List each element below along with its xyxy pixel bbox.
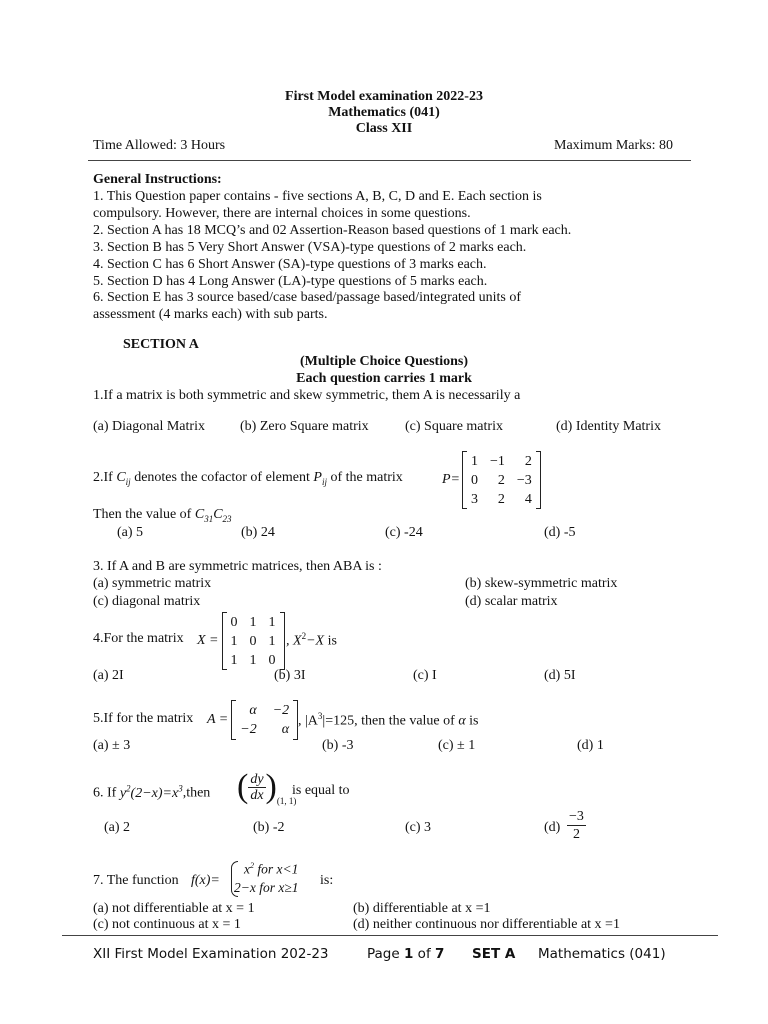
- q4-matrix-lhs: X =: [197, 633, 219, 648]
- matrix-cell: α: [249, 703, 257, 718]
- q6-text-c: is equal to: [292, 783, 350, 798]
- question-5-text: 5.If for the matrix: [93, 711, 194, 726]
- matrix-cell: 0: [249, 633, 257, 649]
- footer-divider: [62, 935, 718, 936]
- q5-option-b: (b) -3: [322, 738, 354, 753]
- matrix-cell: 0: [471, 472, 478, 488]
- matrix-cell: −2: [240, 722, 257, 737]
- matrix-cell: −2: [272, 703, 290, 718]
- q3-option-a: (a) symmetric matrix: [93, 576, 212, 591]
- q6-fraction: $\frac{dy}{dx}$: [250, 771, 264, 803]
- q6-option-d-fraction: $\frac{-3}{2}$: [569, 809, 584, 842]
- q3-option-d: (d) scalar matrix: [465, 594, 558, 609]
- matrix-cell: 1: [230, 633, 238, 649]
- header-divider: [88, 160, 691, 161]
- matrix-cell: 1: [249, 652, 257, 668]
- q5-expression: , $|A^3|=125$, then the value of α is: [298, 711, 479, 729]
- instruction-line: 5. Section D has 4 Long Answer (LA)-type questions of 5 marks each.: [93, 273, 488, 289]
- q1-option-a: (a) Diagonal Matrix: [93, 419, 205, 434]
- q2-matrix-cells: [467, 452, 536, 509]
- class-title: Class XII: [355, 121, 413, 136]
- time-allowed: Time Allowed: 3 Hours: [93, 138, 226, 153]
- matrix-cell: 2: [524, 453, 532, 469]
- section-title: SECTION A: [123, 337, 199, 352]
- q6-eval-point: (1, 1): [276, 796, 297, 806]
- right-bracket: [536, 451, 541, 509]
- q4-matrix: [197, 612, 285, 670]
- q4-expression: , $X^2-X$ is: [286, 631, 337, 649]
- q7-function-lhs: f(x)=: [191, 873, 220, 888]
- q7-text-b: is:: [320, 873, 334, 888]
- q2-then-text: Then the value of $C_{31}C_{23}$: [93, 507, 232, 524]
- subject-title: Mathematics (041): [328, 105, 440, 120]
- matrix-cell: 4: [524, 491, 532, 507]
- question-3-text: 3. If A and B are symmetric matrices, then ABA is :: [93, 559, 382, 574]
- matrix-cell: 0: [268, 652, 276, 668]
- matrix-cell: 3: [471, 491, 478, 507]
- q7-option-c: (c) not continuous at x = 1: [93, 917, 241, 932]
- section-marks-note: Each question carries 1 mark: [296, 371, 472, 386]
- question-4-text: 4.For the matrix: [93, 631, 184, 646]
- instructions-title: General Instructions:: [93, 172, 222, 187]
- q2-option-a: (a) 5: [117, 525, 144, 540]
- instruction-line: 4. Section C has 6 Short Answer (SA)-type questions of 3 marks each.: [93, 256, 487, 272]
- q7-option-d: (d) neither continuous nor differentiable at x =1: [353, 917, 620, 932]
- q1-option-d: (d) Identity Matrix: [556, 419, 661, 434]
- q2-option-d: (d) -5: [544, 525, 576, 540]
- q2-element-symbol: $P_{ij}$: [313, 470, 327, 487]
- q6-option-c: (c) 3: [405, 820, 432, 835]
- matrix-cell: 1: [249, 614, 257, 630]
- matrix-cell: 0: [230, 614, 238, 630]
- q7-case-1: $x^2$ for x<1: [244, 861, 299, 877]
- q4-option-c: (c) I: [413, 668, 437, 683]
- instruction-line: assessment (4 marks each) with sub parts.: [93, 307, 328, 323]
- q2-text-b: denotes the cofactor of element: [134, 470, 310, 485]
- instruction-line: 3. Section B has 5 Very Short Answer (VSA)-type questions of 2 marks each.: [93, 239, 527, 255]
- q6-derivative: ( $\frac{dy}{dx}$ ) (1, 1): [237, 768, 297, 806]
- question-7-text: 7. The function: [93, 873, 179, 888]
- instruction-line: compulsory. However, there are internal choices in some questions.: [93, 205, 471, 221]
- q1-option-c: (c) Square matrix: [405, 419, 503, 434]
- instruction-line: 2. Section A has 18 MCQ’s and 02 Assertion-Reason based questions of 1 mark each.: [93, 222, 572, 238]
- q5-matrix: [207, 700, 298, 740]
- matrix-cell: 2: [497, 472, 505, 488]
- q6-option-a: (a) 2: [104, 820, 131, 835]
- q6-equation: $y^2(2-x)=x^3$: [119, 783, 183, 801]
- question-1-text: 1.If a matrix is both symmetric and skew symmetric, them A is necessarily a: [93, 388, 521, 403]
- q7-option-a: (a) not differentiable at x = 1: [93, 901, 255, 916]
- matrix-cell: 1: [230, 652, 238, 668]
- footer-page: Page 1 of 7: [367, 946, 445, 962]
- footer-set: SET A: [472, 946, 516, 962]
- matrix-cell: −1: [490, 453, 505, 469]
- section-subtitle: (Multiple Choice Questions): [300, 354, 468, 369]
- matrix-cell: −3: [516, 472, 532, 488]
- matrix-cell: α: [281, 722, 290, 737]
- instruction-line: 1. This Question paper contains - five sections A, B, C, D and E. Each section is: [93, 189, 542, 204]
- question-2-text: [93, 470, 403, 487]
- matrix-cell: 1: [471, 453, 478, 469]
- q4-option-b: (b) 3I: [274, 668, 306, 683]
- q2-text-a: 2.If: [93, 470, 113, 485]
- q5-option-c: (c) ± 1: [438, 738, 476, 753]
- q2-text-c: of the matrix: [330, 470, 403, 485]
- instruction-line: 6. Section E has 3 source based/case based/passage based/integrated units of: [93, 290, 522, 306]
- footer-exam: XII First Model Examination 202-23: [93, 946, 329, 962]
- instructions-list: [93, 189, 571, 324]
- q4-option-a: (a) 2I: [93, 668, 124, 683]
- q6-option-b: (b) -2: [253, 820, 285, 835]
- exam-title: First Model examination 2022-23: [285, 89, 483, 104]
- q2-matrix-lhs: P=: [442, 472, 460, 487]
- question-6-text: 6. If $y^2(2-x)=x^3,then$: [93, 783, 211, 801]
- q1-option-b: (b) Zero Square matrix: [240, 419, 369, 434]
- maximum-marks: Maximum Marks: 80: [554, 138, 673, 153]
- q5-matrix-cells: [236, 701, 293, 739]
- matrix-cell: 2: [497, 491, 505, 507]
- q2-matrix: [442, 451, 541, 509]
- q7-option-b: (b) differentiable at x =1: [353, 901, 491, 916]
- q5-matrix-lhs: A =: [207, 712, 229, 727]
- q3-option-b: (b) skew-symmetric matrix: [465, 576, 618, 591]
- q2-cofactor-symbol: $C_{ij}$: [116, 470, 131, 487]
- q4-option-d: (d) 5I: [544, 668, 576, 683]
- q5-option-a: (a) ± 3: [93, 738, 131, 753]
- matrix-cell: 1: [268, 633, 276, 649]
- q6-option-d: (d): [544, 820, 561, 835]
- q5-option-d: (d) 1: [577, 738, 604, 753]
- q2-option-c: (c) -24: [385, 525, 423, 540]
- q3-option-c: (c) diagonal matrix: [93, 594, 201, 609]
- q2-option-b: (b) 24: [241, 525, 275, 540]
- footer-subject: Mathematics (041): [538, 946, 666, 962]
- q7-case-2: 2−x for x≥1: [234, 880, 299, 895]
- matrix-cell: 1: [268, 614, 276, 630]
- q4-matrix-cells: [227, 613, 280, 670]
- right-bracket: [280, 612, 285, 670]
